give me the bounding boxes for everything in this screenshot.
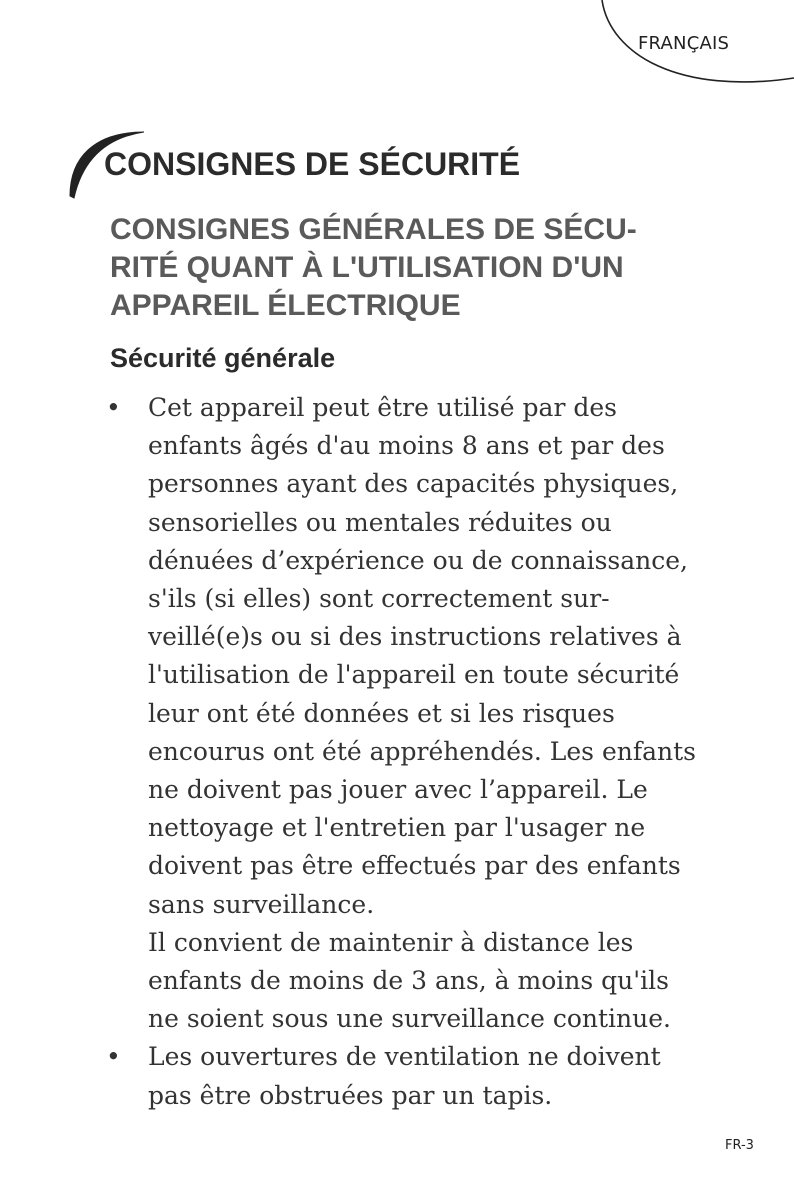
section-title <box>110 211 710 325</box>
bullet-text-line: encourus ont été appréhendés. Les enfants <box>148 736 696 766</box>
bullet-text-line: Il convient de maintenir à distance les <box>148 927 634 957</box>
bullet-text-line: ne doivent pas jouer avec l’appareil. Le <box>148 775 648 805</box>
bullet-text-line: l'utilisation de l'appareil en toute sécurité <box>148 660 680 690</box>
subsection-title: Sécurité générale <box>110 343 336 373</box>
bullet-text-line: sans surveillance. <box>148 889 375 919</box>
bullet-text-line: veillé(e)s ou si des instructions relatives à <box>148 622 682 652</box>
chapter-title: CONSIGNES DE SÉCURITÉ <box>104 146 521 182</box>
bullet-text-line: nettoyage et l'entretien par l'usager ne <box>148 813 646 843</box>
bullet-text-line: enfants âgés d'au moins 8 ans et par des <box>148 431 665 461</box>
bullet-symbol: • <box>106 1042 121 1072</box>
bullet-text-line: doivent pas être effectués par des enfants <box>148 851 681 881</box>
bullet-text-line: s'ils (si elles) sont correctement sur- <box>148 584 610 614</box>
page-number: FR-3 <box>725 1138 754 1153</box>
safety-bullet-list <box>104 389 744 1115</box>
bullet-text-line: enfants de moins de 3 ans, à moins qu'ils <box>148 966 669 996</box>
bullet-text-line: leur ont été données et si les risques <box>148 698 615 728</box>
bullet-text-line: Cet appareil peut être utilisé par des <box>148 393 617 422</box>
bullet-item <box>104 1038 744 1114</box>
bullet-symbol: • <box>106 393 121 422</box>
bullet-text-line: personnes ayant des capacités physiques, <box>148 469 679 499</box>
section-title-line: APPAREIL ÉLECTRIQUE <box>110 289 461 322</box>
bullet-text-line: pas être obstruées par un tapis. <box>148 1080 553 1110</box>
bullet-text-line: Les ouvertures de ventilation ne doivent <box>148 1042 661 1072</box>
bullet-text-line: ne soient sous une surveillance continue. <box>148 1004 671 1034</box>
bullet-text-line: sensorielles ou mentales réduites ou <box>148 507 612 537</box>
section-title-line: RITÉ QUANT À L'UTILISATION D'UN <box>110 251 624 284</box>
language-label: FRANÇAIS <box>638 33 730 54</box>
section-title-line: CONSIGNES GÉNÉRALES DE SÉCU- <box>110 213 637 246</box>
bullet-item <box>104 389 744 1038</box>
bullet-text-line: dénuées d’expérience ou de connaissance, <box>148 545 689 575</box>
